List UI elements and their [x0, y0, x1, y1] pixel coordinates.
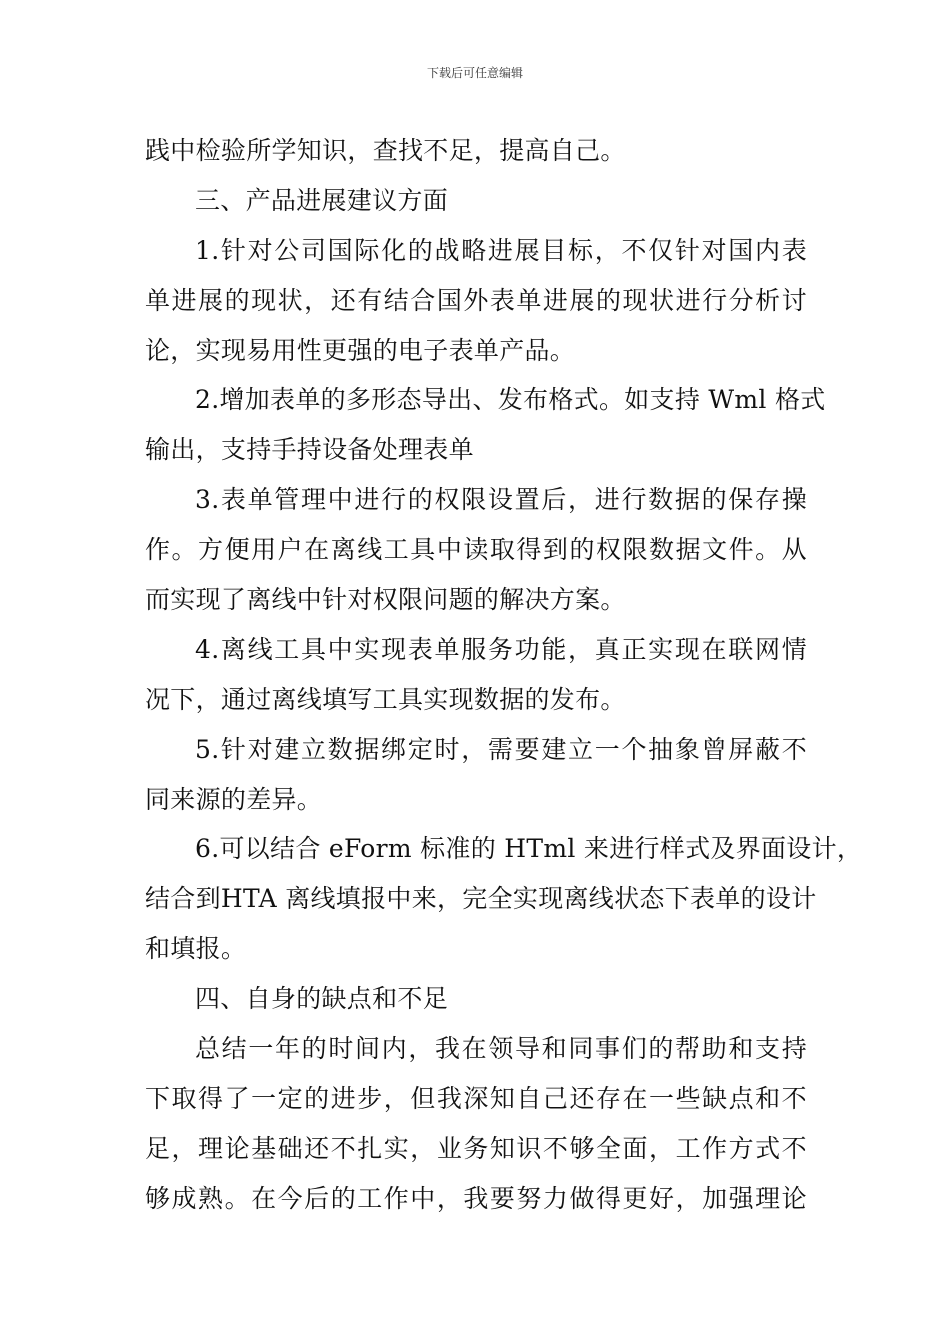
text-line: 况下，通过离线填写工具实现数据的发布。 [145, 684, 626, 714]
text-line: 总结一年的时间内，我在领导和同事们的帮助和支持 [195, 1034, 807, 1064]
text-line: 同来源的差异。 [145, 784, 323, 814]
text-line: 作。方便用户在离线工具中读取得到的权限数据文件。从 [145, 535, 807, 565]
text-line: 够成熟。在今后的工作中，我要努力做得更好，加强理论 [145, 1183, 807, 1213]
text-line: 4.离线工具中实现表单服务功能，真正实现在联网情 [195, 634, 807, 664]
text-line: 足，理论基础还不扎实，业务知识不够全面，工作方式不 [145, 1133, 807, 1163]
document-body [145, 126, 863, 1224]
text-line: 1.针对公司国际化的战略进展目标，不仅针对国内表 [195, 235, 807, 265]
text-line: 论，实现易用性更强的电子表单产品。 [145, 335, 576, 365]
text-line: 5.针对建立数据绑定时，需要建立一个抽象曾屏蔽不 [195, 734, 807, 764]
text-line: 结合到HTA 离线填报中来，完全实现离线状态下表单的设计 [145, 884, 817, 914]
text-line: 下取得了一定的进步，但我深知自己还存在一些缺点和不 [145, 1083, 807, 1113]
section-heading: 三、产品进展建议方面 [195, 185, 449, 215]
text-line: 2.增加表单的多形态导出、发布格式。如支持 Wml 格式 [195, 385, 826, 415]
text-line: 践中检验所学知识，查找不足，提高自己。 [145, 136, 626, 165]
text-line: 6.可以结合 eForm 标准的 HTml 来进行样式及界面设计， [195, 834, 863, 864]
text-line: 和填报。 [145, 934, 247, 964]
page-header: 下载后可任意编辑 [426, 66, 523, 80]
section-heading: 四、自身的缺点和不足 [195, 984, 449, 1014]
text-line: 3.表单管理中进行的权限设置后，进行数据的保存操 [195, 485, 807, 515]
text-line: 单进展的现状，还有结合国外表单进展的现状进行分析讨 [145, 285, 807, 315]
text-line: 输出，支持手持设备处理表单 [145, 435, 474, 465]
text-line: 而实现了离线中针对权限问题的解决方案。 [145, 585, 626, 615]
